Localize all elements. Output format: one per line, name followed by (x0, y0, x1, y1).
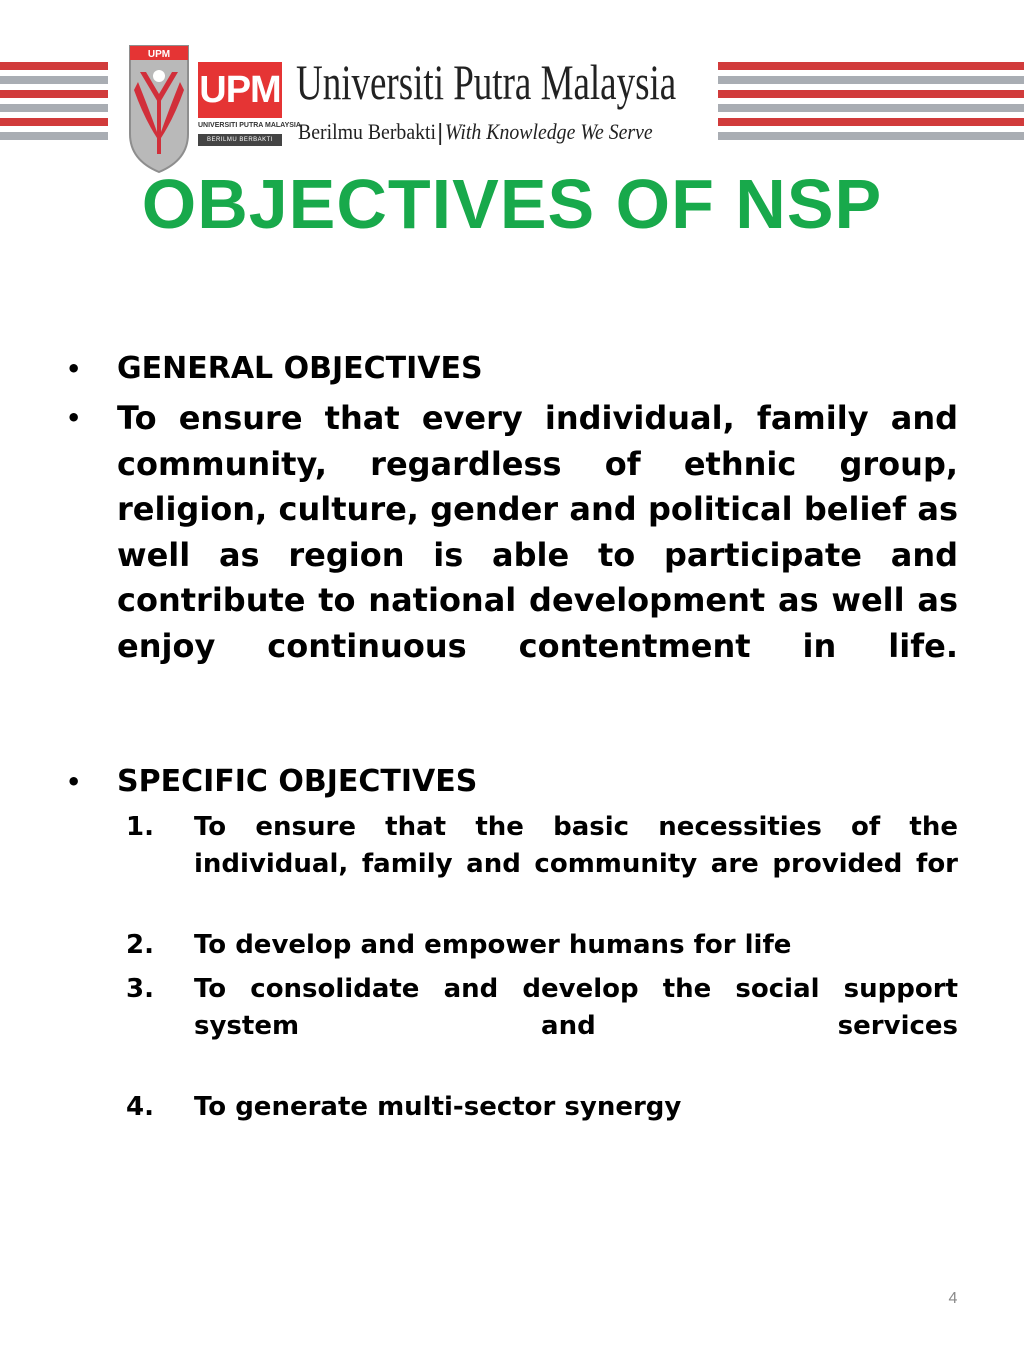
list-item (117, 809, 958, 920)
list-item-text: To ensure that the basic necessities of the individual, family and community are provided for (194, 811, 958, 879)
objectives-content (66, 346, 958, 1133)
page-number: 4 (948, 1290, 958, 1307)
list-item (117, 1089, 958, 1126)
upm-logo (198, 62, 301, 148)
general-objectives-text (66, 396, 958, 715)
specific-heading-text: SPECIFIC OBJECTIVES (117, 763, 478, 799)
list-item-number: 3. (126, 973, 154, 1004)
list-item-text: To develop and empower humans for life (194, 929, 792, 960)
banner-stripes-left (0, 62, 108, 152)
university-name: Universiti Putra Malaysia (296, 54, 677, 110)
list-item-number: 1. (126, 811, 154, 842)
list-item (117, 971, 958, 1082)
specific-objectives-list (66, 809, 958, 1126)
bullet-icon: • (66, 767, 82, 796)
slide-title: OBJECTIVES OF NSP (141, 165, 883, 243)
crest-logo-icon (126, 42, 192, 174)
general-heading-text: GENERAL OBJECTIVES (117, 351, 483, 386)
general-paragraph: To ensure that every individual, family and community, regardless of ethnic group, religion, culture, gender and political belief as well as region is able to participate and contribute to national development as well as enjoy continuous contentment in life. (117, 399, 958, 665)
bullet-icon: • (66, 355, 82, 383)
banner-stripes-right (718, 62, 1024, 152)
motto-divider (440, 123, 442, 145)
crest-label: UPM (147, 49, 171, 60)
bullet-icon: • (66, 404, 82, 432)
motto-malay: Berilmu Berbakti (298, 119, 437, 144)
list-item-number: 2. (126, 929, 154, 960)
upm-logo-motto: BERILMU BERBAKTI (198, 134, 282, 146)
list-item-text: To generate multi-sector synergy (194, 1091, 682, 1122)
general-objectives-heading (66, 346, 958, 392)
upm-logo-mark: UPM (198, 62, 282, 118)
upm-logo-subtitle: UNIVERSITI PUTRA MALAYSIA (198, 122, 301, 129)
list-item-number: 4. (126, 1091, 154, 1122)
list-item (117, 927, 958, 964)
list-item-text: To consolidate and develop the social support system and services (194, 973, 958, 1041)
university-banner (0, 40, 1024, 150)
specific-objectives-heading (66, 759, 958, 805)
university-motto (298, 118, 676, 146)
motto-english: With Knowledge We Serve (445, 119, 653, 144)
